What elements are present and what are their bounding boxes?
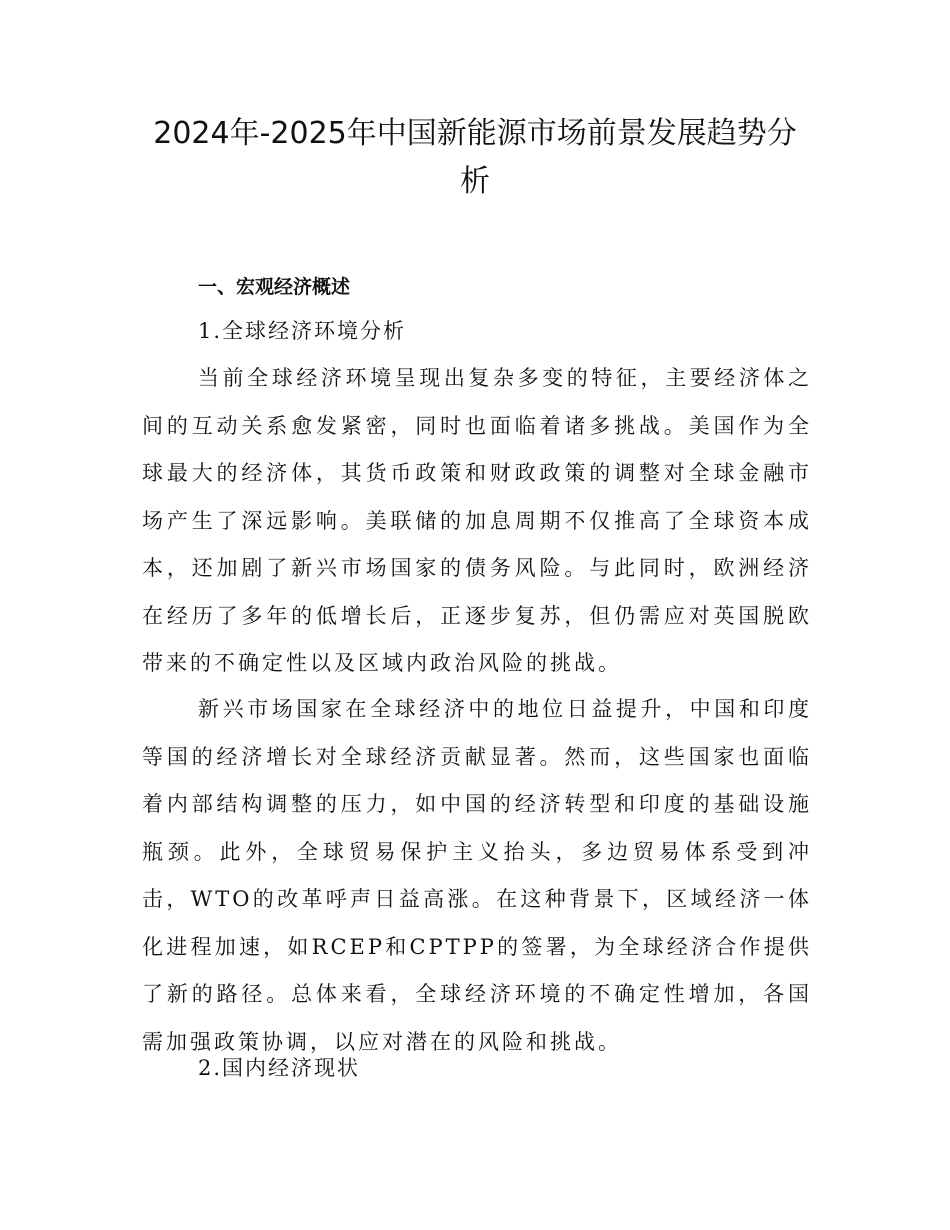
document-title: 2024年-2025年中国新能源市场前景发展趋势分析: [153, 116, 797, 199]
paragraph-global-economy-2: 新兴市场国家在全球经济中的地位日益提升，中国和印度等国的经济增长对全球经济贡献显著。然而，这些国家也面临着内部结构调整的压力，如中国的经济转型和印度的基础设施瓶颈。此外，全球贸易保护主义抬头，多边贸易体系受到冲击，WTO的改革呼声日益高涨。在这种背景下，区域经济一体化进程加速，如RCEP和CPTPP的签署，为全球经济合作提供了新的路径。总体来看，全球经济环境的不确定性增加，各国需加强政策协调，以应对潜在的风险和挑战。: [142, 697, 812, 1054]
paragraph-global-economy-1: 当前全球经济环境呈现出复杂多变的特征，主要经济体之间的互动关系愈发紧密，同时也面临着诸多挑战。美国作为全球最大的经济体，其货币政策和财政政策的调整对全球金融市场产生了深远影响。美联储的加息周期不仅推高了全球资本成本，还加剧了新兴市场国家的债务风险。与此同时，欧洲经济在经历了多年的低增长后，正逐步复苏，但仍需应对英国脱欧带来的不确定性以及区域内政治风险的挑战。: [142, 366, 812, 675]
section-heading-macro-economy: 一、宏观经济概述: [198, 276, 351, 298]
subheading-domestic-economy: 2.国内经济现状: [198, 1056, 361, 1080]
subheading-global-economy: 1.全球经济环境分析: [198, 319, 407, 343]
